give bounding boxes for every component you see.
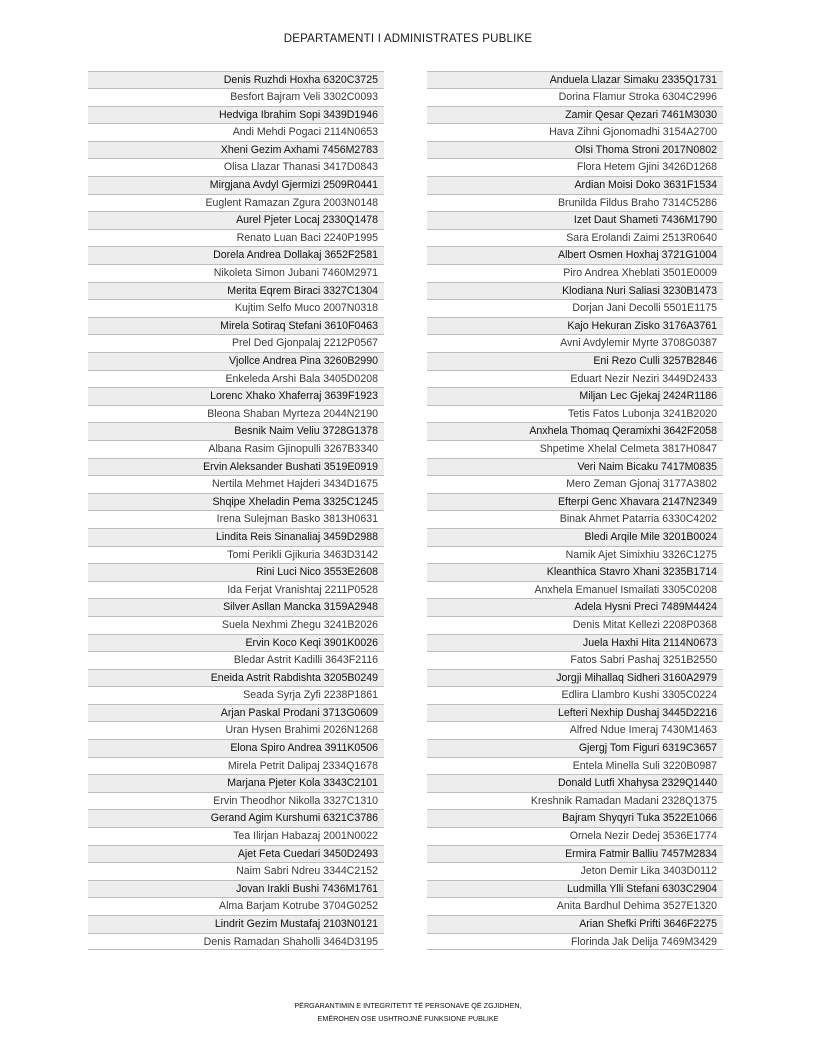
list-item: Ervin Theodhor Nikolla 3327C1310	[88, 792, 384, 810]
list-item: Sara Erolandi Zaimi 2513R0640	[427, 229, 723, 247]
list-item: Ida Ferjat Vranishtaj 2211P0528	[88, 581, 384, 599]
list-item: Anita Bardhul Dehima 3527E1320	[427, 897, 723, 915]
list-item: Enkeleda Arshi Bala 3405D0208	[88, 370, 384, 388]
list-item: Xheni Gezim Axhami 7456M2783	[88, 141, 384, 159]
list-item: Fatos Sabri Pashaj 3251B2550	[427, 651, 723, 669]
list-item: Shpetime Xhelal Celmeta 3817H0847	[427, 440, 723, 458]
list-item: Besfort Bajram Veli 3302C0093	[88, 88, 384, 106]
list-item: Florinda Jak Delija 7469M3429	[427, 933, 723, 951]
list-item: Silver Asllan Mancka 3159A2948	[88, 598, 384, 616]
list-item: Naim Sabri Ndreu 3344C2152	[88, 862, 384, 880]
list-item: Donald Lutfi Xhahysa 2329Q1440	[427, 774, 723, 792]
page-title: DEPARTAMENTI I ADMINISTRATES PUBLIKE	[283, 33, 533, 45]
list-item: Prel Ded Gjonpalaj 2212P0567	[88, 334, 384, 352]
list-item: Zamir Qesar Qezari 7461M3030	[427, 106, 723, 124]
list-item: Elona Spiro Andrea 3911K0506	[88, 739, 384, 757]
list-item: Miljan Lec Gjekaj 2424R1186	[427, 387, 723, 405]
list-item: Kleanthica Stavro Xhani 3235B1714	[427, 563, 723, 581]
list-item: Piro Andrea Xheblati 3501E0009	[427, 264, 723, 282]
list-item: Nikoleta Simon Jubani 7460M2971	[88, 264, 384, 282]
list-item: Albana Rasim Gjinopulli 3267B3340	[88, 440, 384, 458]
list-item: Suela Nexhmi Zhegu 3241B2026	[88, 616, 384, 634]
list-item: Besnik Naim Veliu 3728G1378	[88, 422, 384, 440]
list-item: Arjan Paskal Prodani 3713G0609	[88, 704, 384, 722]
list-item: Olisa Llazar Thanasi 3417D0843	[88, 158, 384, 176]
left-name-list	[88, 71, 384, 951]
list-item: Ludmilla Ylli Stefani 6303C2904	[427, 880, 723, 898]
list-item: Eduart Nezir Neziri 3449D2433	[427, 370, 723, 388]
list-item: Uran Hysen Brahimi 2026N1268	[88, 721, 384, 739]
list-item: Shqipe Xheladin Pema 3325C1245	[88, 493, 384, 511]
list-item: Nertila Mehmet Hajderi 3434D1675	[88, 475, 384, 493]
list-item: Olsi Thoma Stroni 2017N0802	[427, 141, 723, 159]
list-item: Arian Shefki Prifti 3646F2275	[427, 915, 723, 933]
list-item: Alfred Ndue Imeraj 7430M1463	[427, 721, 723, 739]
list-item: Lindrit Gezim Mustafaj 2103N0121	[88, 915, 384, 933]
list-item: Jorgji Mihallaq Sidheri 3160A2979	[427, 669, 723, 687]
list-item: Jeton Demir Lika 3403D0112	[427, 862, 723, 880]
list-item: Ermira Fatmir Balliu 7457M2834	[427, 845, 723, 863]
list-item: Efterpi Genc Xhavara 2147N2349	[427, 493, 723, 511]
list-item: Anduela Llazar Simaku 2335Q1731	[427, 71, 723, 89]
list-item: Bajram Shyqyri Tuka 3522E1066	[427, 809, 723, 827]
list-item: Edlira Llambro Kushi 3305C0224	[427, 686, 723, 704]
list-item: Veri Naim Bicaku 7417M0835	[427, 458, 723, 476]
list-item: Tetis Fatos Lubonja 3241B2020	[427, 405, 723, 423]
list-item: Hedviga Ibrahim Sopi 3439D1946	[88, 106, 384, 124]
list-item: Mero Zeman Gjonaj 3177A3802	[427, 475, 723, 493]
list-item: Mirela Petrit Dalipaj 2334Q1678	[88, 757, 384, 775]
list-item: Kajo Hekuran Zisko 3176A3761	[427, 317, 723, 335]
footer-line-1: PËRGARANTIMIN E INTEGRITETIT TË PERSONAVE QË ZGJIDHEN,	[294, 1001, 522, 1010]
list-item: Lindita Reis Sinanaliaj 3459D2988	[88, 528, 384, 546]
list-item: Kujtim Selfo Muco 2007N0318	[88, 299, 384, 317]
list-item: Mirgjana Avdyl Gjermizi 2509R0441	[88, 176, 384, 194]
list-item: Aurel Pjeter Locaj 2330Q1478	[88, 211, 384, 229]
list-item: Klodiana Nuri Saliasi 3230B1473	[427, 282, 723, 300]
list-item: Namik Ajet Simixhiu 3326C1275	[427, 546, 723, 564]
list-item: Izet Daut Shameti 7436M1790	[427, 211, 723, 229]
list-item: Hava Zihni Gjonomadhi 3154A2700	[427, 123, 723, 141]
list-item: Bledar Astrit Kadilli 3643F2116	[88, 651, 384, 669]
list-item: Ervin Koco Keqi 3901K0026	[88, 634, 384, 652]
list-item: Lefteri Nexhip Dushaj 3445D2216	[427, 704, 723, 722]
list-item: Tea Ilirjan Habazaj 2001N0022	[88, 827, 384, 845]
list-item: Rini Luci Nico 3553E2608	[88, 563, 384, 581]
page-footer	[0, 999, 816, 1025]
list-item: Dorjan Jani Decolli 5501E1175	[427, 299, 723, 317]
list-item: Denis Mitat Kellezi 2208P0368	[427, 616, 723, 634]
list-item: Vjollce Andrea Pina 3260B2990	[88, 352, 384, 370]
list-item: Bledi Arqile Mile 3201B0024	[427, 528, 723, 546]
list-item: Dorela Andrea Dollakaj 3652F2581	[88, 246, 384, 264]
list-item: Ornela Nezir Dedej 3536E1774	[427, 827, 723, 845]
footer-line-2: EMËROHEN OSE USHTROJNË FUNKSIONE PUBLIKE	[317, 1014, 499, 1023]
list-item: Dorina Flamur Stroka 6304C2996	[427, 88, 723, 106]
list-item: Ardian Moisi Doko 3631F1534	[427, 176, 723, 194]
list-item: Seada Syrja Zyfi 2238P1861	[88, 686, 384, 704]
list-item: Denis Ramadan Shaholli 3464D3195	[88, 933, 384, 951]
list-item: Eni Rezo Culli 3257B2846	[427, 352, 723, 370]
list-item: Anxhela Thomaq Qeramixhi 3642F2058	[427, 422, 723, 440]
list-item: Albert Osmen Hoxhaj 3721G1004	[427, 246, 723, 264]
list-item: Ajet Feta Cuedari 3450D2493	[88, 845, 384, 863]
list-item: Bleona Shaban Myrteza 2044N2190	[88, 405, 384, 423]
list-item: Flora Hetem Gjini 3426D1268	[427, 158, 723, 176]
list-item: Eneida Astrit Rabdishta 3205B0249	[88, 669, 384, 687]
right-name-list	[427, 71, 723, 951]
list-item: Irena Sulejman Basko 3813H0631	[88, 510, 384, 528]
list-item: Adela Hysni Preci 7489M4424	[427, 598, 723, 616]
list-item: Gjergj Tom Figuri 6319C3657	[427, 739, 723, 757]
list-item: Tomi Perikli Gjikuria 3463D3142	[88, 546, 384, 564]
list-item: Brunilda Fildus Braho 7314C5286	[427, 194, 723, 212]
list-item: Avni Avdylemir Myrte 3708G0387	[427, 334, 723, 352]
list-item: Renato Luan Baci 2240P1995	[88, 229, 384, 247]
list-item: Alma Barjam Kotrube 3704G0252	[88, 897, 384, 915]
list-item: Denis Ruzhdi Hoxha 6320C3725	[88, 71, 384, 89]
list-item: Merita Eqrem Biraci 3327C1304	[88, 282, 384, 300]
list-item: Marjana Pjeter Kola 3343C2101	[88, 774, 384, 792]
list-item: Entela Minella Suli 3220B0987	[427, 757, 723, 775]
list-item: Anxhela Emanuel Ismailati 3305C0208	[427, 581, 723, 599]
list-item: Jovan Irakli Bushi 7436M1761	[88, 880, 384, 898]
list-item: Gerand Agim Kurshumi 6321C3786	[88, 809, 384, 827]
list-item: Binak Ahmet Patarria 6330C4202	[427, 510, 723, 528]
list-item: Andi Mehdi Pogaci 2114N0653	[88, 123, 384, 141]
list-item: Kreshnik Ramadan Madani 2328Q1375	[427, 792, 723, 810]
list-item: Mirela Sotiraq Stefani 3610F0463	[88, 317, 384, 335]
list-item: Lorenc Xhako Xhaferraj 3639F1923	[88, 387, 384, 405]
list-item: Ervin Aleksander Bushati 3519E0919	[88, 458, 384, 476]
list-item: Euglent Ramazan Zgura 2003N0148	[88, 194, 384, 212]
list-item: Juela Haxhi Hita 2114N0673	[427, 634, 723, 652]
